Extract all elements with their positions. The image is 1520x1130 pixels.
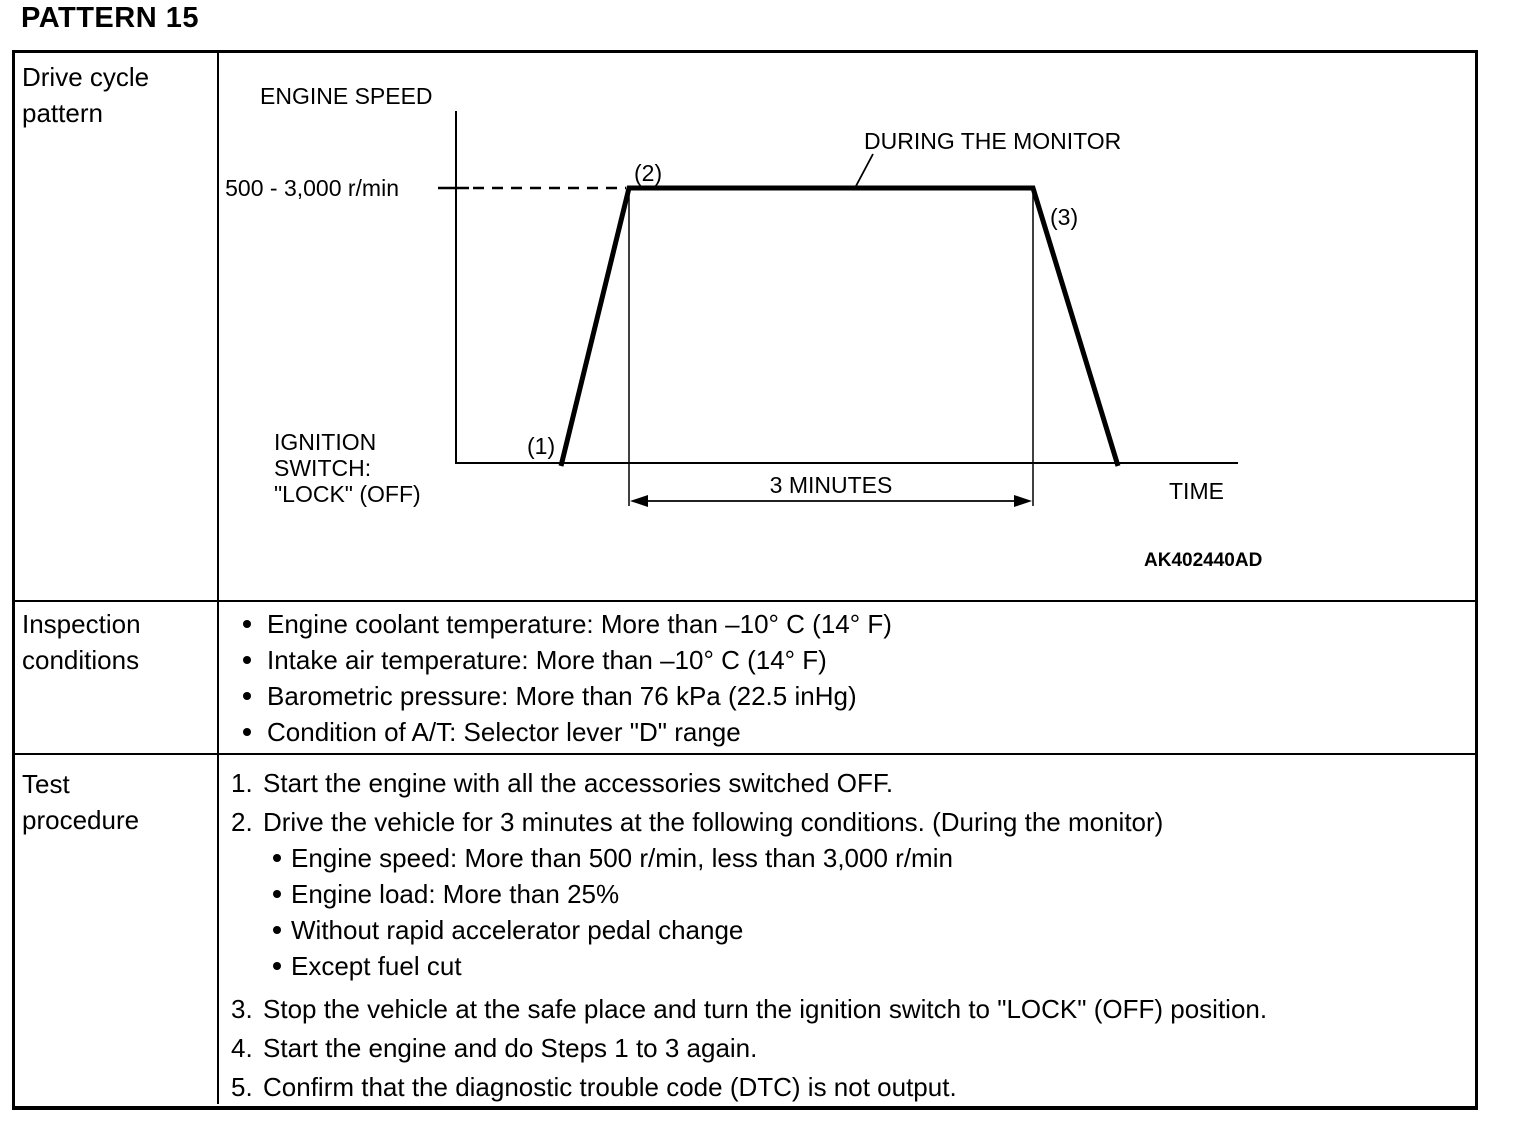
row-header-line: Inspection xyxy=(22,609,141,639)
list-item: Engine speed: More than 500 r/min, less than 3,000 r/min xyxy=(273,840,1475,876)
row-header-line: conditions xyxy=(22,645,140,675)
list-item: Engine load: More than 25% xyxy=(273,876,1475,912)
point-3-label: (3) xyxy=(1050,204,1079,230)
pattern-table xyxy=(12,50,1478,1110)
row-header-test-procedure xyxy=(15,755,219,1104)
procedure-step xyxy=(231,804,1475,840)
duration-arrowhead-left xyxy=(630,495,648,507)
minutes-label: 3 MINUTES xyxy=(769,472,893,498)
step-text: Start the engine and do Steps 1 to 3 again. xyxy=(263,1033,758,1063)
row-header-line: procedure xyxy=(22,805,140,835)
step-text: Confirm that the diagnostic trouble code (DTC) is not output. xyxy=(263,1072,957,1102)
drive-cycle-diagram-cell xyxy=(219,53,1475,600)
inspection-bullet-list xyxy=(241,606,1475,750)
row-header-line: pattern xyxy=(22,98,103,128)
table-row-drive-cycle xyxy=(15,53,1475,600)
step2-sub-bullet-list xyxy=(273,840,1475,984)
step-number: 3. xyxy=(231,994,253,1024)
row-header-drive-cycle xyxy=(15,53,219,600)
inspection-conditions-cell xyxy=(219,602,1475,753)
page-title: PATTERN 15 xyxy=(21,2,199,34)
procedure-step xyxy=(231,1030,1475,1066)
row-header-line: Test xyxy=(22,769,70,799)
step-number: 5. xyxy=(231,1072,253,1102)
list-item: Barometric pressure: More than 76 kPa (22.5 inHg) xyxy=(241,678,1475,714)
figure-code: AK402440AD xyxy=(1144,550,1263,571)
test-procedure-steps xyxy=(231,765,1475,1104)
step-number: 4. xyxy=(231,1033,253,1063)
ignition-label-line1: IGNITION xyxy=(274,429,377,455)
list-item: Engine coolant temperature: More than –10° C (14° F) xyxy=(241,606,1475,642)
point-2-label: (2) xyxy=(634,160,663,186)
row-header-line: Drive cycle xyxy=(22,62,150,92)
step-number: 2. xyxy=(231,807,253,837)
duration-arrowhead-right xyxy=(1014,495,1032,507)
list-item: Without rapid accelerator pedal change xyxy=(273,912,1475,948)
list-item: Intake air temperature: More than –10° C (14° F) xyxy=(241,642,1475,678)
step-text: Drive the vehicle for 3 minutes at the following conditions. (During the monitor) xyxy=(263,807,1164,837)
time-axis-label: TIME xyxy=(1169,478,1224,504)
step-number: 1. xyxy=(231,768,253,798)
list-item: Except fuel cut xyxy=(273,948,1475,984)
table-row-inspection-conditions xyxy=(15,600,1475,753)
ignition-label-line2: SWITCH: xyxy=(274,455,372,481)
list-item: Condition of A/T: Selector lever "D" range xyxy=(241,714,1475,750)
point-1-label: (1) xyxy=(527,433,556,459)
step-text: Start the engine with all the accessories switched OFF. xyxy=(263,768,894,798)
drive-cycle-diagram xyxy=(219,53,1475,600)
procedure-step xyxy=(231,991,1475,1027)
procedure-step xyxy=(231,1069,1475,1104)
step-text: Stop the vehicle at the safe place and turn the ignition switch to "LOCK" (OFF) position. xyxy=(263,994,1268,1024)
engine-speed-label: ENGINE SPEED xyxy=(260,83,433,109)
procedure-step xyxy=(231,765,1475,801)
row-header-inspection xyxy=(15,602,219,753)
ignition-label-line3: "LOCK" (OFF) xyxy=(274,481,421,507)
monitor-pointer-line xyxy=(856,154,873,186)
engine-speed-trace xyxy=(561,188,1118,466)
rpm-label: 500 - 3,000 r/min xyxy=(225,175,399,201)
test-procedure-cell xyxy=(219,755,1475,1104)
monitor-label: DURING THE MONITOR xyxy=(864,128,1122,154)
table-row-test-procedure xyxy=(15,753,1475,1104)
